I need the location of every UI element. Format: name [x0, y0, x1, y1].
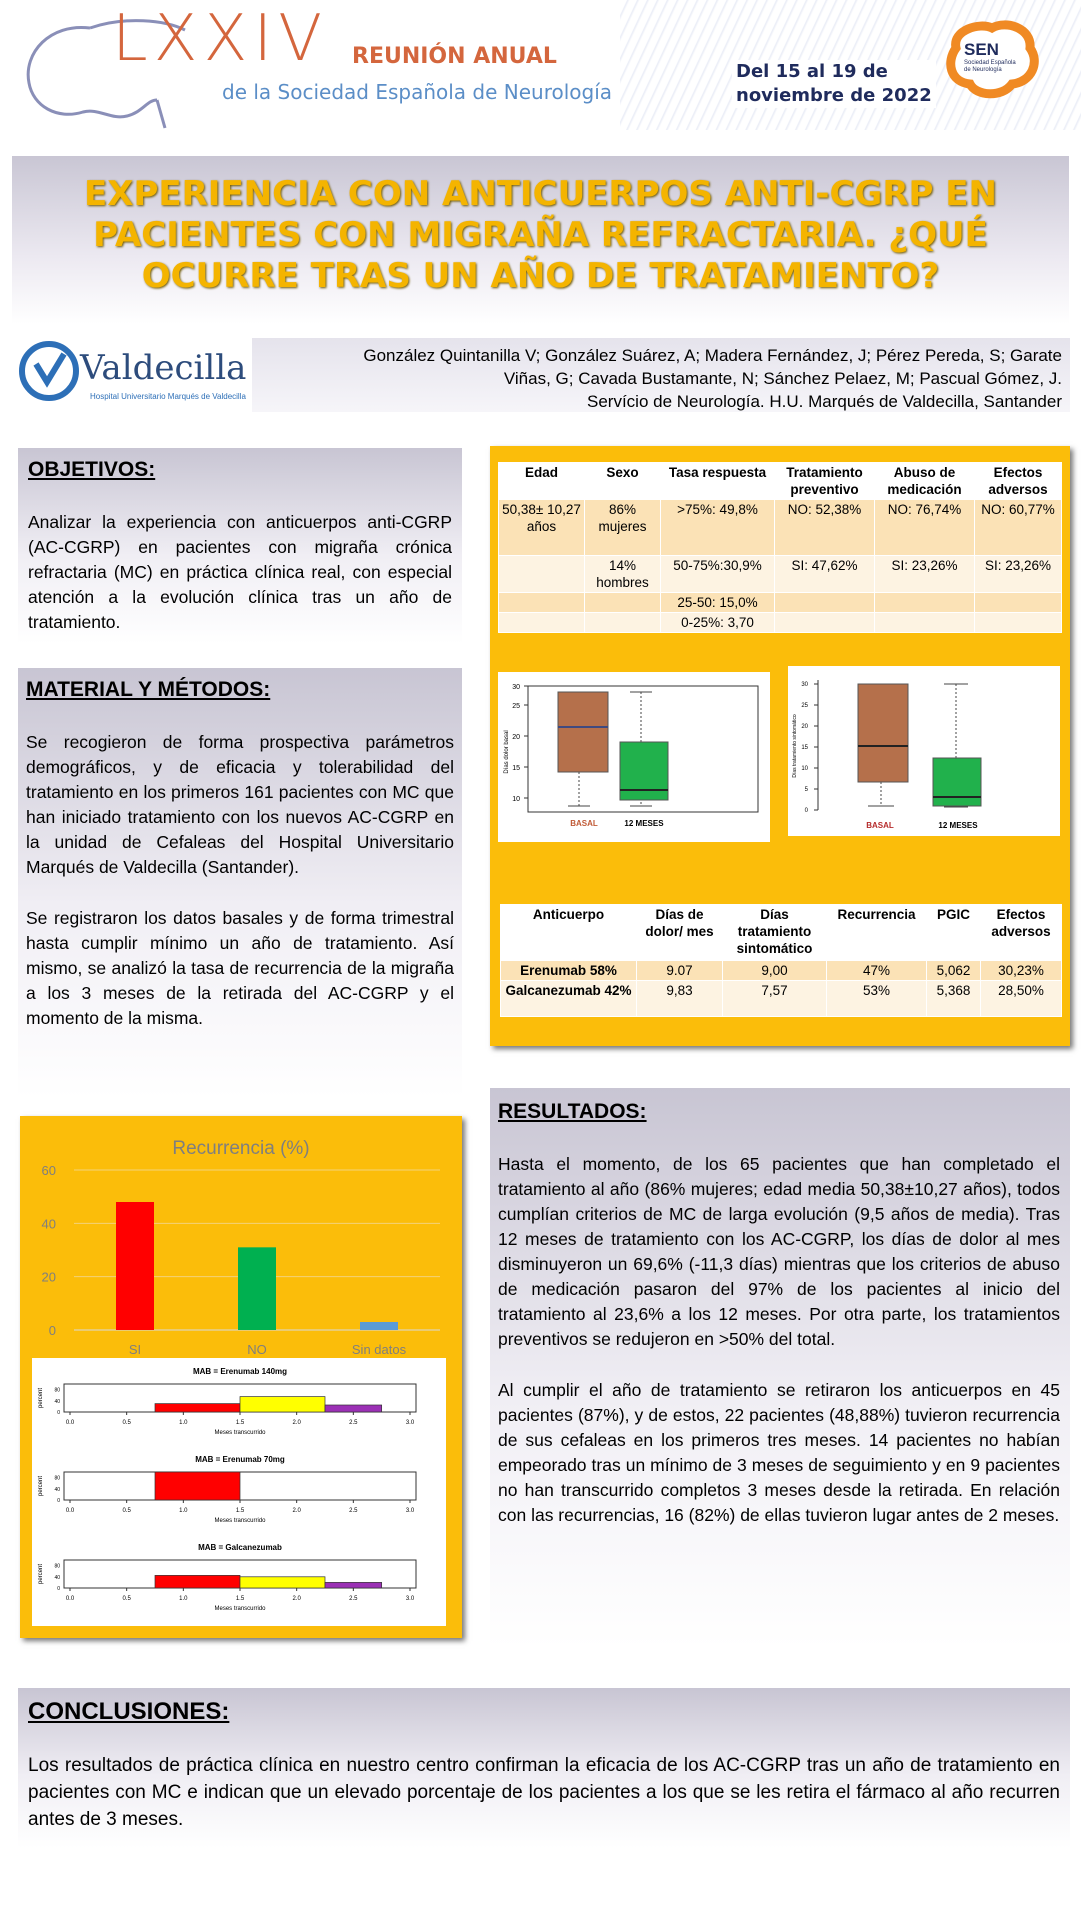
y-tick-label: 25 — [801, 703, 808, 709]
histogram-bar — [155, 1575, 240, 1588]
table-cell: 5,368 — [927, 981, 981, 1017]
table-cell: 5,062 — [927, 961, 981, 981]
recurrence-time-chart — [32, 1358, 446, 1626]
table-cell: 53% — [827, 981, 927, 1017]
box-12-months — [933, 758, 981, 806]
box-basal — [558, 692, 608, 772]
table-cell: 50-75%:30,9% — [661, 556, 775, 593]
table-cell: 50,38± 10,27 años — [499, 500, 585, 556]
table-cell: 0-25%: 3,70 — [661, 613, 775, 633]
poster-title: EXPERIENCIA CON ANTICUERPOS ANTI-CGRP EN PACIENTES CON MIGRAÑA REFRACTARIA. ¿QUÉ OCURRE TRAS UN AÑO DE TRATAMIENTO? — [84, 174, 997, 296]
panel-title: MAB = Galcanezumab — [198, 1543, 282, 1552]
table-cell — [975, 593, 1062, 613]
x-axis-label: Meses transcurrido — [214, 1430, 266, 1436]
table-cell: 14% hombres — [585, 556, 661, 593]
table-header-cell: Edad — [499, 463, 585, 500]
x-tick-label: 2.0 — [292, 1596, 301, 1602]
table-header-cell: Días tratamiento sintomático — [723, 905, 827, 961]
x-tick-label: 2.5 — [349, 1420, 358, 1426]
title-band — [12, 156, 1069, 324]
table-header-cell: Días de dolor/ mes — [637, 905, 723, 961]
meeting-label: REUNIÓN ANUAL — [352, 44, 557, 69]
x-tick-label: SI — [128, 1342, 142, 1357]
table-cell: SI: 23,26% — [975, 556, 1062, 593]
panel-title: MAB = Erenumab 70mg — [195, 1455, 285, 1464]
category-12-months: 12 MESES — [938, 821, 978, 830]
y-tick-label: 10 — [512, 796, 520, 803]
table-header-cell: PGIC — [927, 905, 981, 961]
y-tick-label: 5 — [804, 787, 808, 793]
data-panel — [490, 446, 1070, 1046]
resultados-heading: RESULTADOS: — [498, 1100, 647, 1123]
bar-si — [116, 1202, 154, 1330]
x-tick-label: NO — [247, 1342, 267, 1357]
x-tick-label: 1.0 — [179, 1596, 188, 1602]
table-cell: 9,00 — [723, 961, 827, 981]
y-tick-label: 10 — [801, 766, 808, 772]
y-axis-label: percent — [38, 1563, 44, 1585]
table-cell: 9.07 — [637, 961, 723, 981]
table-row — [501, 981, 1062, 1017]
x-tick-label: 0.0 — [65, 1596, 75, 1602]
y-tick-label: 25 — [512, 703, 520, 710]
bar-sin-datos — [360, 1322, 398, 1330]
table-header-cell: Efectos adversos — [975, 463, 1062, 500]
objetivos-heading: OBJETIVOS: — [28, 458, 156, 481]
sen-logo-abbr: SEN — [964, 40, 999, 59]
histogram-bar — [155, 1404, 240, 1412]
recurrence-panel — [20, 1116, 462, 1638]
table-cell: 9,83 — [637, 981, 723, 1017]
boxplot-symptomatic-days — [788, 666, 1060, 836]
table-cell: Galcanezumab 42% — [501, 981, 637, 1017]
table-cell: 28,50% — [981, 981, 1062, 1017]
table-cell: SI: 47,62% — [775, 556, 875, 593]
y-axis-label: percent — [38, 1387, 44, 1409]
table-cell: 30,23% — [981, 961, 1062, 981]
resultados-section — [490, 1088, 1070, 1648]
table-cell: 7,57 — [723, 981, 827, 1017]
table-row — [499, 593, 1062, 613]
x-tick-label: 0.5 — [122, 1420, 131, 1426]
table-cell — [775, 593, 875, 613]
histogram-bar — [240, 1577, 325, 1588]
x-tick-label: 1.0 — [179, 1420, 188, 1426]
table-header-cell: Tratamiento preventivo — [775, 463, 875, 500]
category-basal: BASAL — [866, 821, 894, 830]
table-cell — [499, 613, 585, 633]
demographics-table-wrap — [498, 462, 1062, 633]
resultados-paragraph-1: Hasta el momento, de los 65 pacientes que han completado el tratamiento al año (86% mujeres; edad media 50,38±10,27 años), todos cumplían criterios de MC de larga evolución (9,5 años de media). Tras 12 meses de tratamiento con los AC-CGRP, los días de dolor al mes disminuyeron un 69,6% (-11,3 días) mientras que los criterios de abuso de medicación pasaron del 97% de los pacientes al inicio del tratamiento al 23,6% a los 12 meses. Por otra parte, los tratamientos preventivos se redujeron en >50% del total. — [498, 1154, 1060, 1349]
table-header-cell: Recurrencia — [827, 905, 927, 961]
table-cell: 47% — [827, 961, 927, 981]
authors-band — [252, 338, 1070, 412]
antibody-table-wrap — [500, 904, 1062, 1017]
table-cell — [585, 593, 661, 613]
box-basal — [858, 684, 908, 782]
y-tick-label: 80 — [54, 1563, 60, 1570]
metodos-paragraph-1: Se recogieron de forma prospectiva parámetros demográficos, y de eficacia y tolerabilidad del tratamiento en los primeros 161 pacientes con MC que han iniciado tratamiento con los nuevos AC-CGRP en la unidad de Cefaleas del Hospital Universitario Marqués de Valdecilla (Santander). — [26, 732, 454, 877]
chart-title: Recurrencia (%) — [172, 1138, 310, 1159]
sen-logo-line2: de Neurología — [964, 67, 1002, 73]
table-cell: NO: 52,38% — [775, 500, 875, 556]
x-tick-label: 0.0 — [65, 1508, 75, 1514]
histogram-bar — [325, 1582, 382, 1588]
y-tick-label: 15 — [512, 765, 520, 772]
table-header-row — [499, 463, 1062, 500]
panel-title: MAB = Erenumab 140mg — [192, 1367, 288, 1376]
demographics-table — [498, 462, 1062, 633]
valdecilla-logo-icon — [18, 340, 80, 402]
histogram-bar — [240, 1397, 325, 1412]
category-basal: BASAL — [570, 819, 598, 828]
resultados-paragraph-2: Al cumplir el año de tratamiento se retiraron los anticuerpos en 45 pacientes (87%), y de estos, 22 pacientes (48,88%) tuvieron recurrencia de sus cefaleas en los primeros tres meses. 14 pacientes no habían empeorado tras un mínimo de 3 meses de seguimiento y en 9 pacientes no han transcurrido completos 3 meses desde la retirada. En relación con las recurrencias, 16 (82%) de ellas tuvieron lugar antes de 2 meses. — [498, 1380, 1060, 1525]
table-header-cell: Sexo — [585, 463, 661, 500]
sen-logo-line1: Sociedad Española — [964, 60, 1016, 66]
km-chart-box — [32, 1358, 446, 1626]
header — [0, 0, 1081, 135]
table-cell — [585, 613, 661, 633]
table-row — [499, 500, 1062, 556]
hospital-subtitle: Hospital Universitario Marqués de Valdecilla — [90, 392, 246, 401]
y-tick-label: 20 — [801, 724, 808, 730]
y-tick-label: 40 — [54, 1574, 60, 1581]
table-cell: 25-50: 15,0% — [661, 593, 775, 613]
y-axis-label: Días tratamiento sintomático — [792, 714, 798, 778]
boxplot-symptomatic-days-svg — [788, 666, 1060, 836]
x-tick-label: 0.5 — [122, 1508, 131, 1514]
objetivos-text: Analizar la experiencia con anticuerpos anti-CGRP (AC-CGRP) en pacientes con migraña crónica refractaria (MC) en práctica clínica real, con especial atención a la evolución clínica tras un año de tratamiento. — [28, 512, 452, 632]
hospital-logo — [18, 338, 247, 410]
y-tick-label: 0 — [57, 1410, 60, 1416]
y-tick-label: 30 — [512, 684, 520, 691]
antibody-table — [500, 904, 1062, 1017]
boxplot-pain-days-svg — [498, 672, 770, 842]
table-row — [499, 556, 1062, 593]
metodos-heading: MATERIAL Y MÉTODOS: — [26, 678, 271, 701]
y-tick-label: 0 — [48, 1323, 56, 1338]
y-tick-label: 0 — [804, 808, 808, 814]
hospital-name: Valdecilla — [80, 348, 247, 388]
table-header-row — [501, 905, 1062, 961]
y-tick-label: 40 — [54, 1398, 60, 1405]
boxplot-pain-days — [498, 672, 770, 842]
x-tick-label: 3.0 — [405, 1508, 415, 1514]
x-axis-label: Meses transcurrido — [214, 1518, 266, 1524]
objetivos-section — [18, 448, 462, 644]
y-axis-label: Días dolor basal — [504, 730, 510, 774]
histogram-bar — [155, 1472, 240, 1500]
category-12-months: 12 MESES — [624, 819, 664, 828]
x-tick-label: 2.0 — [292, 1508, 301, 1514]
conclusiones-heading: CONCLUSIONES: — [28, 1698, 230, 1725]
histogram-bar — [325, 1405, 382, 1412]
table-row — [501, 961, 1062, 981]
y-tick-label: 0 — [57, 1586, 60, 1592]
table-cell — [775, 613, 875, 633]
authors-text: González Quintanilla V; González Suárez, A; Madera Fernández, J; Pérez Pereda, S; Garate Viñas, G; Cavada Bustamante, N; Sánchez Pelaez, M; Pascual Gómez, J. Servício de Neurología. H.U. Marqués de Valdecilla, Santander — [363, 346, 1062, 411]
table-cell: >75%: 49,8% — [661, 500, 775, 556]
x-tick-label: Sin datos — [351, 1342, 407, 1357]
edition-number: LXXIV — [112, 2, 328, 76]
y-axis-label: percent — [38, 1475, 44, 1497]
x-tick-label: 1.5 — [235, 1596, 245, 1602]
metodos-section — [18, 668, 462, 1098]
x-tick-label: 1.5 — [235, 1508, 245, 1514]
x-tick-label: 2.0 — [292, 1420, 301, 1426]
table-cell — [875, 593, 975, 613]
metodos-paragraph-2: Se registraron los datos basales y de forma trimestral hasta cumplir mínimo un año de tratamiento. Así mismo, se analizó la tasa de recurrencia de la migraña a los 3 meses de la retirada del AC-CGRP y el momento de la misma. — [26, 908, 454, 1028]
box-12-months — [620, 742, 668, 800]
table-cell: 86% mujeres — [585, 500, 661, 556]
x-tick-label: 2.5 — [349, 1596, 358, 1602]
y-tick-label: 60 — [41, 1163, 56, 1178]
sen-logo — [940, 18, 1042, 102]
x-tick-label: 1.5 — [235, 1420, 245, 1426]
table-row — [499, 613, 1062, 633]
y-tick-label: 15 — [801, 745, 808, 751]
society-name: de la Sociedad Española de Neurología — [222, 80, 613, 104]
bar-no — [238, 1247, 276, 1330]
y-tick-label: 20 — [41, 1269, 56, 1285]
table-cell: SI: 23,26% — [875, 556, 975, 593]
table-cell: Erenumab 58% — [501, 961, 637, 981]
table-cell — [875, 613, 975, 633]
table-cell — [499, 556, 585, 593]
table-header-cell: Tasa respuesta — [661, 463, 775, 500]
y-tick-label: 20 — [512, 734, 520, 741]
y-tick-label: 40 — [54, 1486, 60, 1493]
meeting-dates: Del 15 al 19 de noviembre de 2022 — [732, 60, 936, 108]
y-tick-label: 0 — [57, 1498, 60, 1504]
x-tick-label: 1.0 — [179, 1508, 188, 1514]
y-tick-label: 40 — [41, 1216, 56, 1232]
y-tick-label: 30 — [801, 682, 808, 688]
x-tick-label: 0.0 — [65, 1420, 75, 1426]
table-cell — [499, 593, 585, 613]
x-tick-label: 2.5 — [349, 1508, 358, 1514]
table-cell: NO: 60,77% — [975, 500, 1062, 556]
table-header-cell: Abuso de medicación — [875, 463, 975, 500]
x-axis-label: Meses transcurrido — [214, 1606, 266, 1612]
table-header-cell: Efectos adversos — [981, 905, 1062, 961]
table-cell — [975, 613, 1062, 633]
x-tick-label: 3.0 — [405, 1420, 415, 1426]
table-cell: NO: 76,74% — [875, 500, 975, 556]
y-tick-label: 80 — [54, 1387, 60, 1394]
conclusiones-section — [18, 1688, 1070, 1848]
table-header-cell: Anticuerpo — [501, 905, 637, 961]
x-tick-label: 0.5 — [122, 1596, 131, 1602]
conclusiones-text: Los resultados de práctica clínica en nuestro centro confirman la eficacia de los AC-CGRP tras un año de tratamiento en pacientes con MC e indican que un elevado porcentaje de los pacientes a los que se les retira el fármaco al año recurren antes de 3 meses. — [28, 1755, 1060, 1830]
y-tick-label: 80 — [54, 1475, 60, 1482]
x-tick-label: 3.0 — [405, 1596, 415, 1602]
